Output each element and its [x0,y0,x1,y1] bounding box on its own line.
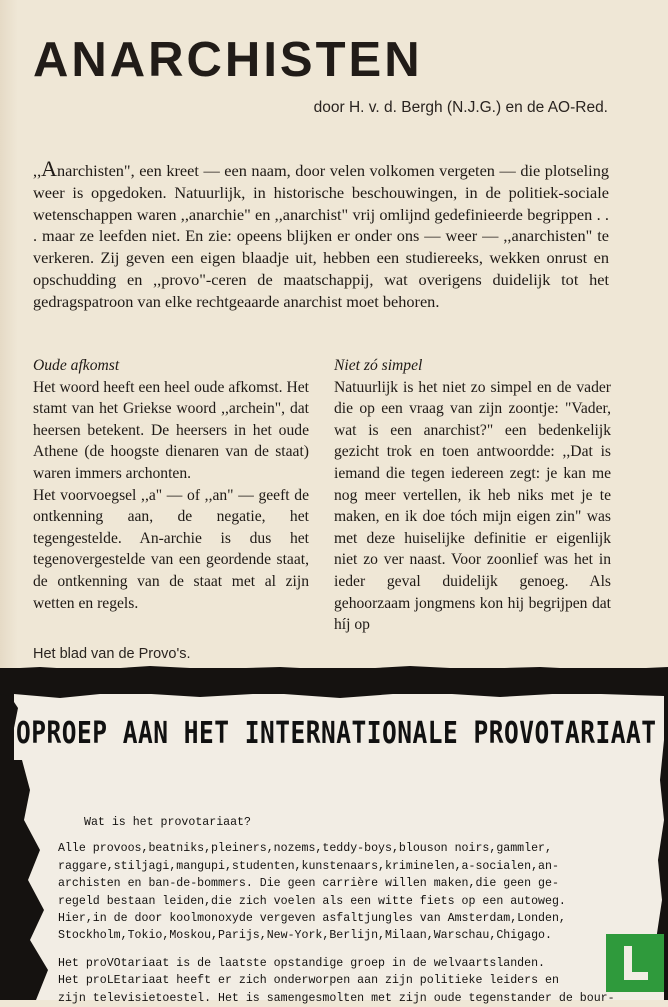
article-title: ANARCHISTEN [33,33,423,87]
flyer-line: archisten en ban-de-bommers. Die geen carrière willen maken,die geen ge- [58,877,559,891]
flyer-line: Alle provoos,beatniks,pleiners,nozems,teddy-boys,blouson noirs,gammler, [58,842,552,856]
left-paragraph-2: Het voorvoegsel ,,a" — of ,,an" — geeft de ontkenning aan, de negatie, het tegengestelde. An-archie is dus het tegenovergestelde van een geordende staat, de ontkenning van de staat met al zijn wetten en regels. [33,486,309,612]
intro-text: narchisten", een kreet — een naam, door velen volkomen vergeten — die plotseling weer is opgedoken. Natuurlijk, in historische beschouwingen, in de politiek-sociale wetenschappen waren ,,anarchie" en ,,anarchist" vrij omlijnd gedefinieerde begrippen . . . maar ze leefden niet. En zie: opeens blijken er onder ons — weer — ,,anarchisten" te verkeren. Zij geven een eigen blaadje uit, hebben een studiereeks, wekken onrust en opschudding en ,,provo"-ceren de maatschappij, wat overigens duidelijk tot het gedragspatroon van elke rechtgeaarde anarchist moet behoren. [33,161,609,311]
section-heading-niet-zo-simpel: Niet zó simpel [334,357,423,374]
flyer-line: zijn televisietoestel. Het is samengesmolten met zijn oude tegenstander de bour- [58,991,615,1005]
flyer-line: regeld bestaan leiden,die zich voelen als een witte fiets op een autoweg. [58,894,566,908]
flyer-line: Het proVOtariaat is de laatste opstandige groep in de welvaartslanden. [58,956,546,970]
article-column-right [334,355,611,636]
left-paragraph-1: Het woord heeft een heel oude afkomst. Het stamt van het Griekse woord ,,archein", dat heersen betekent. De heersers in het oude Athene (de hoogste dienaren van de staat) waren immers archonten. [33,378,309,482]
right-paragraph-1: Natuurlijk is het niet zo simpel en de vader die op een vraag van zijn zoontje: "Vader, wat is een anarchist?" een bedenkelijk gezicht trok en toen antwoordde: ,,Dat is iemand die tegen iedereen zegt: je kan me nog meer vertellen, ik heb niks met je te maken, en ik doe tóch mijn eigen zin" was met deze huiselijke definitie er eigenlijk niet zo ver naast. Voor zoonlief was het in ieder geval duidelijk genoeg. Als gehoorzaam jongmens kon hij begrijpen dat híj op [334,378,611,634]
flyer-paragraph-1 [58,840,606,944]
section-heading-oude-afkomst: Oude afkomst [33,357,120,374]
flyer-line: Het proLEtariaat heeft er zich onderworpen aan zijn politieke leiders en [58,974,559,988]
article-byline: door H. v. d. Bergh (N.J.G.) en de AO-Red. [313,99,608,116]
flyer-line: Stockholm,Tokio,Moskou,Parijs,New-York,Berlijn,Milaan,Warschau,Chigago. [58,929,552,943]
torn-edge-top [0,664,668,674]
intro-open-quote: ,, [33,161,42,180]
flyer-title: OPROEP AAN HET INTERNATIONALE PROVOTARIAAT [16,714,657,751]
image-caption: Het blad van de Provo's. [33,646,191,662]
flyer-line: raggare,stiljagi,mangupi,studenten,kunstenaars,kriminelen,a-socialen,an- [58,859,559,873]
flyer-text [58,814,615,1007]
green-logo-icon [606,934,664,992]
flyer-paragraph-2 [58,955,615,1007]
flyer-question: Wat is het provotariaat? [84,816,251,829]
intro-dropcap: A [41,156,58,181]
torn-edge-flyer-right [600,740,668,940]
article-column-left [33,355,309,614]
article-intro [33,158,609,313]
torn-edge-flyer-left [0,760,60,1000]
flyer-line: Hier,in de door koolmonoxyde vergeven asfaltjungles van Amsterdam,Londen, [58,912,566,926]
